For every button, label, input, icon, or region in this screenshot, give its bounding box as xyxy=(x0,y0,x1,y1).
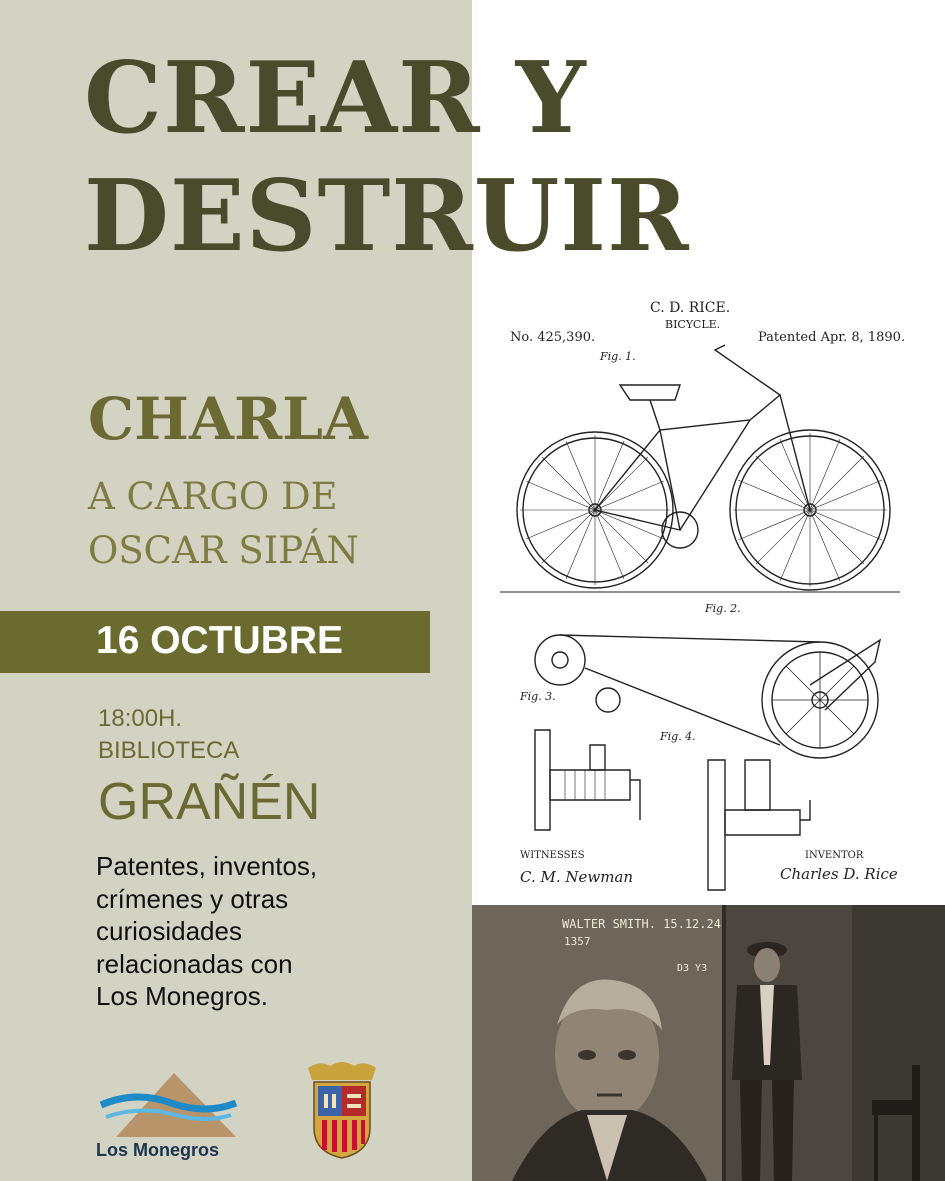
mugshot-marks: D3 Y3 xyxy=(677,963,708,974)
event-town: GRAÑÉN xyxy=(98,773,321,831)
fig2-label: Fig. 2. xyxy=(705,602,741,615)
speaker-line-2: OSCAR SIPÁN xyxy=(88,529,359,572)
description-line: crímenes y otras xyxy=(96,883,289,914)
patent-name: C. D. RICE. xyxy=(650,300,731,316)
witnesses-label: WITNESSES xyxy=(520,850,585,861)
mugshot-code: 1357 xyxy=(564,935,591,948)
los-monegros-label: Los Monegros xyxy=(96,1140,220,1160)
witness-signature: C. M. Newman xyxy=(520,868,634,886)
speaker-line-1: A CARGO DE xyxy=(88,475,338,518)
description-line: Patentes, inventos, xyxy=(96,851,318,881)
fig3-label: Fig. 3. xyxy=(520,690,556,703)
mugshot-illustration xyxy=(472,905,945,1181)
title-line-1: CREAR Y xyxy=(84,41,587,156)
inventor-signature: Charles D. Rice xyxy=(780,865,898,883)
charla-heading: CHARLA xyxy=(88,385,368,453)
event-time: 18:00H. xyxy=(98,705,183,732)
patent-subject: BICYCLE. xyxy=(665,318,721,331)
title-line-2: DESTRUIR xyxy=(84,159,690,274)
patent-number: No. 425,390. xyxy=(510,330,596,345)
description-line: curiosidades xyxy=(96,916,242,946)
mugshot-name: WALTER SMITH. 15.12.24 xyxy=(562,917,721,931)
municipal-coat-of-arms-icon xyxy=(300,1060,384,1160)
event-description xyxy=(96,850,456,1013)
description-line: relacionadas con xyxy=(96,948,293,979)
inventor-label: INVENTOR xyxy=(805,850,864,861)
event-venue: BIBLIOTECA xyxy=(98,737,240,764)
archival-mugshot-photo xyxy=(472,905,945,1181)
patent-date: Patented Apr. 8, 1890. xyxy=(758,330,906,345)
description-line: Los Monegros. xyxy=(96,981,268,1011)
patent-drawing xyxy=(480,290,940,900)
fig1-label: Fig. 1. xyxy=(600,350,636,363)
fig4-label: Fig. 4. xyxy=(660,730,696,743)
event-date: 16 OCTUBRE xyxy=(96,619,344,662)
bicycle-drawing xyxy=(480,290,940,900)
